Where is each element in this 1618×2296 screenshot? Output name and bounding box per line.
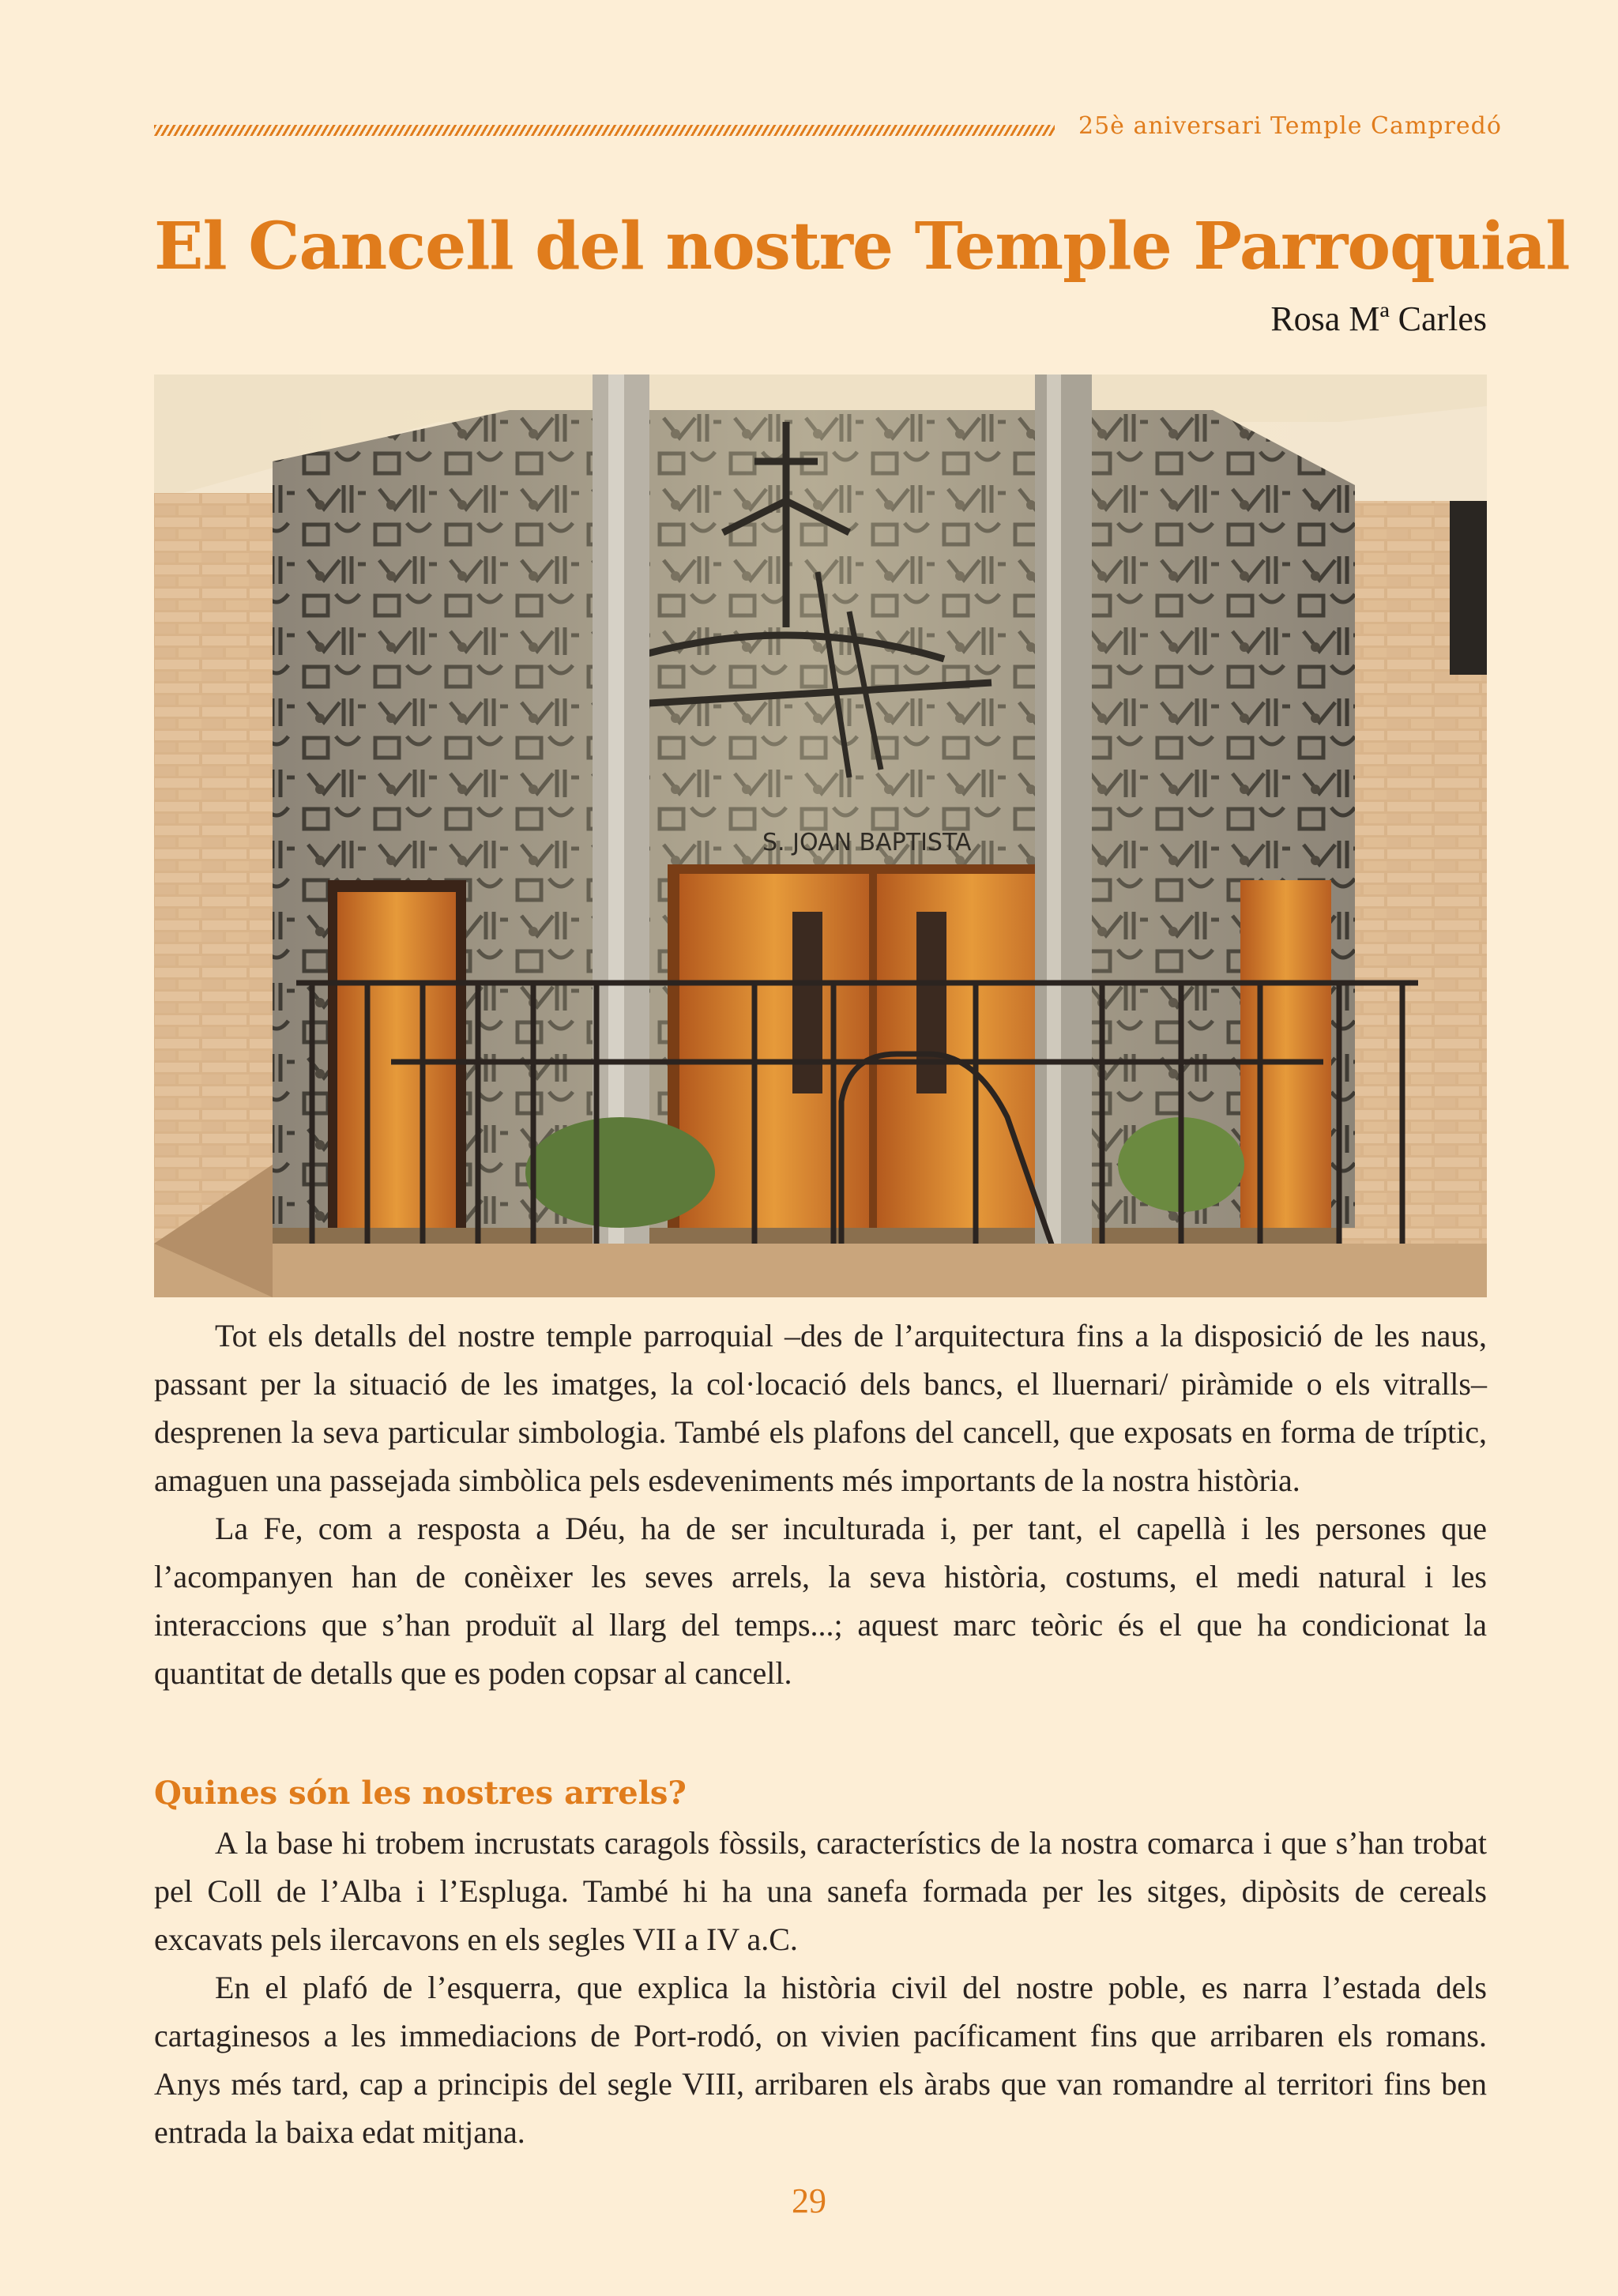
header-rule xyxy=(154,125,1055,136)
running-title: 25è aniversari Temple Campredó xyxy=(1078,112,1502,140)
article-author: Rosa Mª Carles xyxy=(1270,299,1487,338)
paragraph: A la base hi trobem incrustats caragols fòssils, característics de la nostra comarca i que s’han trobat pel Coll de l’Alba i l’Espluga. També hi ha una sanefa formada per les sitges, dipòsits de cereals excavats pels ilercavons en els segles VII a IV a.C. xyxy=(154,1825,1487,1957)
article-title: El Cancell del nostre Temple Parroquial xyxy=(154,209,1570,284)
page-number: 29 xyxy=(792,2181,826,2220)
section-subheading: Quines són les nostres arrels? xyxy=(154,1775,687,1812)
roots-text xyxy=(154,1819,1487,2156)
paragraph: Tot els detalls del nostre temple parroquial –des de l’arquitectura fins a la disposició de les naus, passant per la situació de les imatges, la col·locació dels bancs, el lluernari/ piràmide o els vitralls– desprenen la seva particular simbologia. També els plafons del cancell, que exposats en forma de tríptic, amaguen una passejada simbòlica pels esdeveniments més importants de la nostra història. xyxy=(154,1318,1487,1498)
mural-inscription: S. JOAN BAPTISTA xyxy=(762,829,972,856)
intro-text xyxy=(154,1312,1487,1697)
church-porch-photo xyxy=(154,375,1487,1297)
paragraph: La Fe, com a resposta a Déu, ha de ser inculturada i, per tant, el capellà i les persones que l’acompanyen han de conèixer les seves arrels, la seva història, costums, el medi natural i les interaccions que s’han produït al llarg del temps...; aquest marc teòric és el que ha condicionat la quantitat de detalls que es poden copsar al cancell. xyxy=(154,1511,1487,1691)
paragraph: En el plafó de l’esquerra, que explica la història civil del nostre poble, es narra l’estada dels cartaginesos a les immediacions de Port-rodó, on vivien pacíficament fins que arribaren els romans. Anys més tard, cap a principis del segle VIII, arribaren els àrabs que van romandre al territori fins ben entrada la baixa edat mitjana. xyxy=(154,1970,1487,2150)
